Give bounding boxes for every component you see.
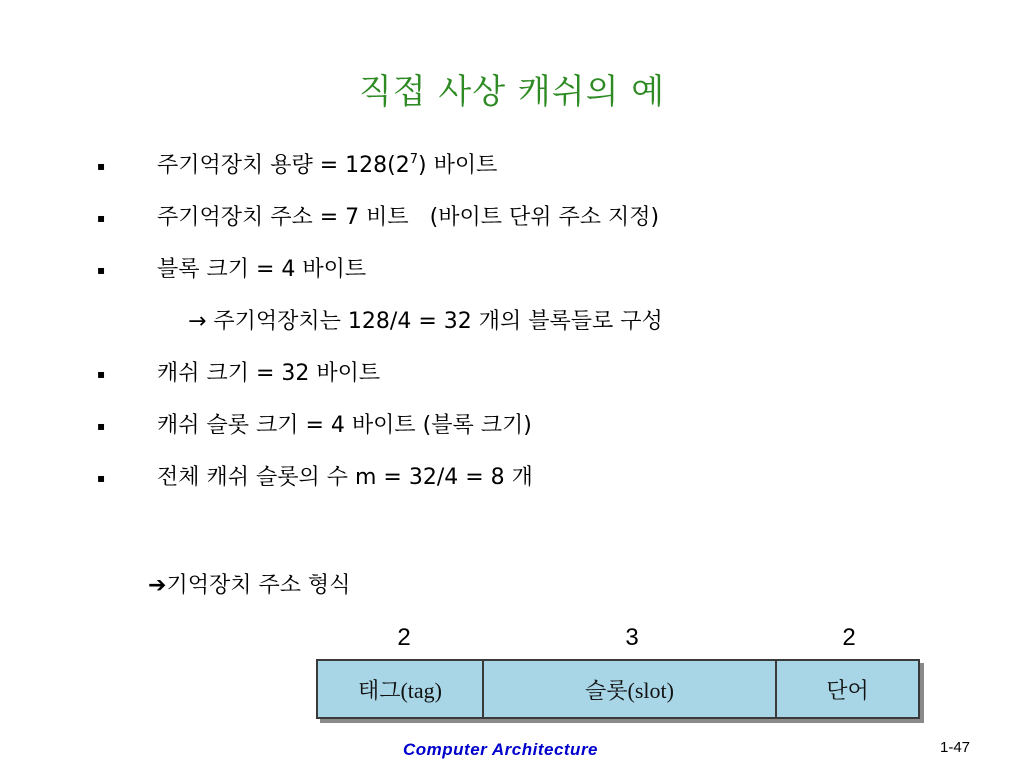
bullet-item <box>0 250 1024 302</box>
address-format-heading-text: 기억장치 주소 형식 <box>166 573 351 598</box>
superscript-exponent: 7 <box>409 152 419 167</box>
sub-bullet-item <box>0 302 1024 354</box>
footer-course-name: Computer Architecture <box>403 740 599 759</box>
bullet-marker: ▪ <box>97 211 106 225</box>
slot-bit-count: 3 <box>625 624 639 651</box>
bullet-text: 주기억장치 주소 = 7 비트 (바이트 단위 주소 지정) <box>157 205 660 230</box>
bullet-text <box>157 146 497 186</box>
bullet-text: 블록 크기 = 4 바이트 <box>157 257 367 282</box>
bullet-text-tail: ) 바이트 <box>418 153 498 178</box>
word-field: 단어 <box>826 677 869 703</box>
footer-page-number: 1-47 <box>940 739 971 756</box>
bullet-item <box>0 406 1024 458</box>
slide-title: 직접 사상 캐쉬의 예 <box>358 72 666 112</box>
bullet-text: 캐쉬 슬롯 크기 = 4 바이트 (블록 크기) <box>157 413 532 438</box>
bullet-item <box>0 458 1024 510</box>
bullet-marker: ▪ <box>97 471 106 485</box>
bullet-marker: ▪ <box>97 159 106 173</box>
tag-bit-count: 2 <box>397 624 411 651</box>
address-format-diagram <box>316 659 920 719</box>
bullet-item <box>0 198 1024 250</box>
slot-field: 슬롯(slot) <box>484 661 777 717</box>
bullet-marker: ▪ <box>97 419 106 433</box>
bullet-marker: ▪ <box>97 263 106 277</box>
tag-field: 태그(tag) <box>318 661 484 717</box>
bullet-text: 전체 캐쉬 슬롯의 수 m = 32/4 = 8 개 <box>157 465 533 490</box>
sub-bullet-text: → 주기억장치는 128/4 = 32 개의 블록들로 구성 <box>188 309 663 334</box>
word-bit-count: 2 <box>842 624 856 651</box>
right-arrow-icon: ➔ <box>148 573 167 598</box>
bullet-item <box>0 354 1024 406</box>
bullet-text: 캐쉬 크기 = 32 바이트 <box>157 361 381 386</box>
bullet-text-main: 주기억장치 용량 = 128(2 <box>157 153 410 178</box>
bullet-list <box>0 146 1024 510</box>
address-format-heading <box>148 566 350 606</box>
bullet-item <box>0 146 1024 198</box>
bullet-marker: ▪ <box>97 367 106 381</box>
